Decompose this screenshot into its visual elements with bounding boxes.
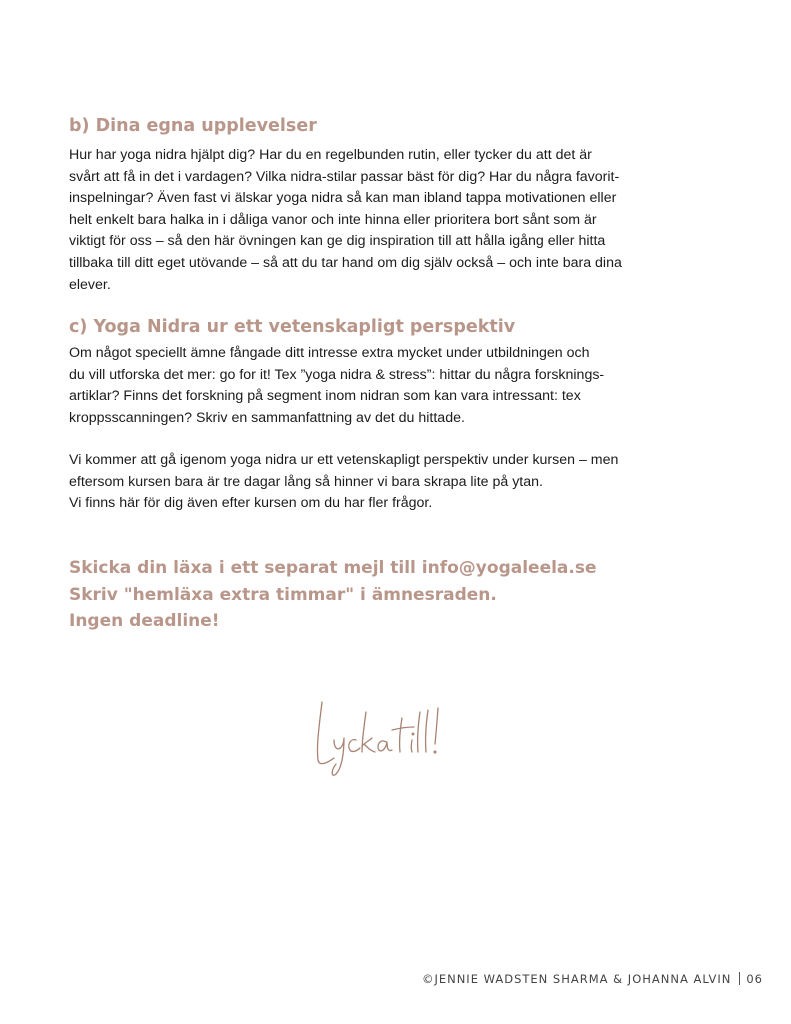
section-b-line: tillbaka till ditt eget utövande – så att du tar hand om dig själv också – och inte bara dina: [69, 254, 622, 271]
section-c-heading: c) Yoga Nidra ur ett vetenskapligt perspektiv: [69, 317, 516, 337]
section-c-line: Om något speciellt ämne fångade ditt intresse extra mycket under utbildningen och: [69, 345, 590, 361]
section-c-line: du vill utforska det mer: go for it! Tex ”yoga nidra & stress”: hittar du några forsknings-: [69, 366, 605, 383]
cta-line-deadline: Ingen deadline!: [69, 611, 220, 631]
section-c-note-line: eftersom kursen bara är tre dagar lång så hinner vi bara skrapa lite på ytan.: [69, 473, 543, 490]
page-number: 06: [746, 972, 763, 986]
section-c-note: [69, 450, 618, 515]
section-b-body: [69, 145, 622, 296]
section-b-line: viktigt för oss – så den här övningen kan ge dig inspiration till att hålla igång eller hitta: [69, 233, 606, 250]
footer-copyright: ©JENNIE WADSTEN SHARMA & JOHANNA ALVIN: [421, 972, 732, 986]
call-to-action: [69, 555, 597, 635]
footer: [422, 972, 763, 986]
section-c-note-line: Vi finns här för dig även efter kursen om du har fler frågor.: [69, 495, 433, 512]
section-c-line: kroppsscanningen? Skriv en sammanfattning av det du hittade.: [69, 409, 465, 426]
signature-lycka-till: [300, 690, 450, 780]
section-c-line: artiklar? Finns det forskning på segment inom nidran som kan vara intressant: tex: [69, 388, 581, 405]
section-b-line: elever.: [69, 276, 111, 293]
section-c-note-line: Vi kommer att gå igenom yoga nidra ur ett vetenskapligt perspektiv under kursen – men: [69, 452, 619, 468]
section-b-heading: b) Dina egna upplevelser: [69, 116, 317, 136]
cta-line-email: Skicka din läxa i ett separat mejl till info@yogaleela.se: [69, 558, 597, 578]
cta-line-subject: Skriv "hemläxa extra timmar" i ämnesraden.: [69, 584, 497, 605]
section-c-body: [69, 343, 604, 429]
section-b-line: Hur har yoga nidra hjälpt dig? Har du en regelbunden rutin, eller tycker du att det är: [69, 147, 592, 163]
section-b-line: svårt att få in det i vardagen? Vilka nidra-stilar passar bäst för dig? Har du några favorit-: [69, 168, 620, 185]
section-b-line: inspelningar? Även fast vi älskar yoga nidra så kan man ibland tappa motivationen eller: [69, 190, 617, 207]
section-b-line: helt enkelt bara halka in i dåliga vanor och inte hinna eller prioritera bort sånt som är: [69, 211, 597, 228]
footer-separator: [739, 972, 740, 985]
